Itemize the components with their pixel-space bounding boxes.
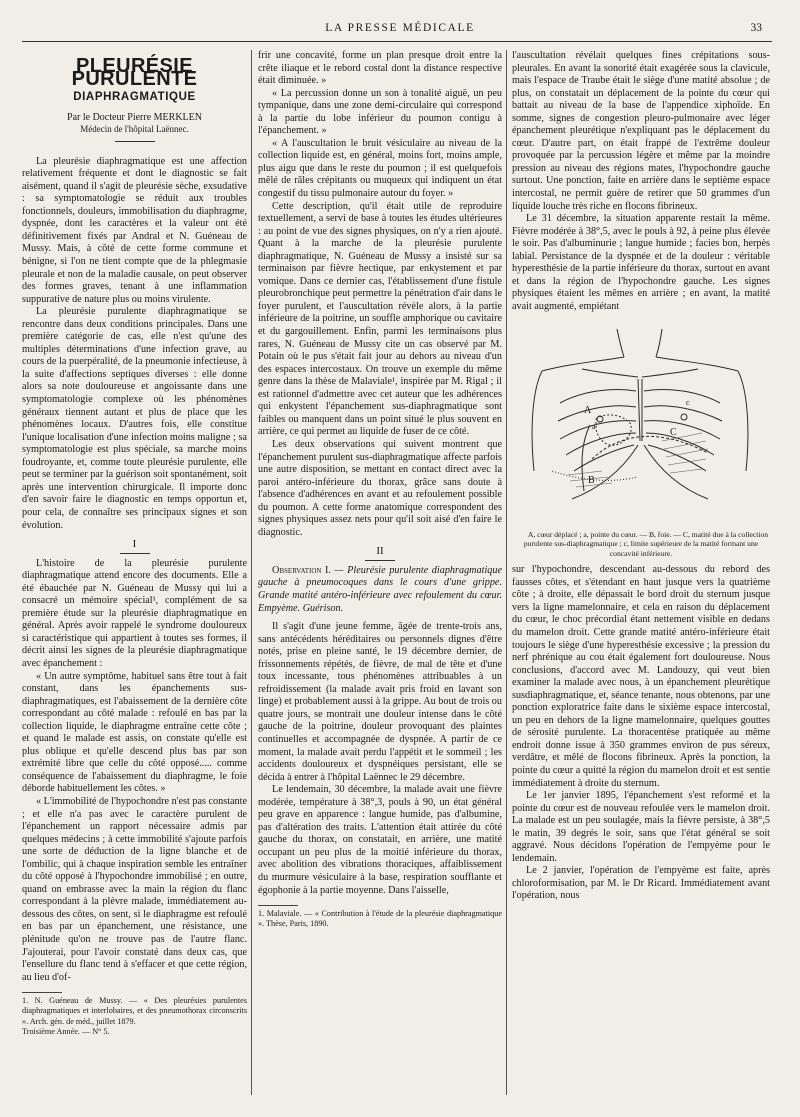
paragraph: Les deux observations qui suivent montrent que l'épanchement purulent sus-diaphragmatique affecte parfois une autre disposition, se mettant en contact direct avec la paroi antéro-inférieure du thorax, grâce sans doute à l'absence d'adhérences en avant et au refoulement possible du poumon. A cette forme anatomique correspondent des signes physiques assez nets pour qu'il soit aisé d'en faire le diagnostic. xyxy=(258,438,502,538)
quote-paragraph: « La percussion donne un son à tonalité aiguë, un peu tympanique, dans une zone demi-circulaire qui correspond à la partie du lobe inférieur du poumon contigu à l'épanchement. » xyxy=(258,87,502,137)
page-number: 33 xyxy=(750,22,762,34)
paragraph: Le 1er janvier 1895, l'épanchement s'est reformé et la pointe du cœur est de nouveau refoulée vers le mamelon droit. La malade est un peu soulagée, mais la fièvre persiste, à 38°,5 le matin, 39 degrés le soir, sans que l'état général se soit aggravé. Nous décidons l'opération de l'empyème pour le lendemain. xyxy=(512,790,770,864)
affiliation: Médecin de l'hôpital Laënnec. xyxy=(80,123,189,134)
quote-paragraph: « A l'auscultation le bruit vésiculaire au niveau de la collection liquide est, en général, moins fort, moins ample, plus aigu que dans le reste du poumon ; il est quelquefois mêlé de râles crépitants ou muqueux qui indiquent un état congestif du tissu pulmonaire autour du foyer. » xyxy=(258,137,502,200)
observation-heading xyxy=(258,565,502,615)
fig-label-B: B xyxy=(588,475,595,487)
figure-caption: A, cœur déplacé ; a, pointe du cœur. — B, foie. — C, matité due à la collection purulente sus-diaphragmatique ; c, limite supérieure de la matité formant une concavité inférieure. xyxy=(523,530,769,558)
footnote: 1. N. Guéneau de Mussy. — « Des pleurésies purulentes diaphragmatiques et interlobaires, et des pneumothorax circonscrits ». Arch. gén. de méd., juillet 1879. xyxy=(22,996,247,1026)
byline: Par le Docteur Pierre MERKLEN xyxy=(67,111,202,123)
section-number: I xyxy=(132,538,137,551)
column-3 xyxy=(512,50,770,903)
article-subtitle: DIAPHRAGMATIQUE xyxy=(73,91,196,104)
observation-title: — Pleurésie purulente diaphragmatique gauche à pneumocoques dans le cours d'une grippe. Grande matité antéro-inférieure avec refoulement du cœur. Empyème. Guérison. xyxy=(258,564,502,614)
header-rule xyxy=(22,41,772,42)
title-rule xyxy=(115,141,155,142)
fig-label-A: A xyxy=(584,405,592,417)
paragraph: La pleurésie purulente diaphragmatique se rencontre dans deux conditions principales. Dans une première catégorie de cas, elle n'est qu'une des multiples déterminations d'une infection grave, au cours de la puerpéralité, de la pneumonie infectieuse, à la suite d'affections septiques diverses : elle donne alors sa note douloureuse et angoissante dans une symptomatologie complexe où les phénomènes généraux tiennent autant et plus de place que les phénomènes locaux. D'autres fois, elle constitue l'unique localisation d'une infection moins maligne ; sa symptomatologie est plus spéciale, sa marche moins foudroyante, et, comme toute pleurésie purulente, elle peut se terminer par la guérison soit spontanément, soit après une intervention chirurgicale. Il importe donc d'en savoir faire le diagnostic en temps opportun et, pour cela, de connaître ses principaux signes et son évolution. xyxy=(22,306,247,531)
paragraph: sur l'hypochondre, descendant au-dessous du rebord des fausses côtes, et s'étendant en haut jusque vers la quatrième côte ; à droite, elle dépassait le bord droit du sternum jusque vers la ligne mamelonnaire, et cela en raison du déplacement du cœur, le choc précordial étant nettement visible en dedans du mamelon droit. Cette grande matité antéro-inférieure était toujours le siège d'une hyperesthésie excessive ; la pression du nerf phrénique au cou était également fort douloureuse. Nous conclusions, d'accord avec M. Landouzy, qui veut bien examiner la malade avec nous, à un épanchement pleurétique susdiaphragmatique, et, séance tenante, nous obtenons, par une ponction exploratrice faite dans le sixième espace intercostal, un peu en dehors de la ligne mamelonnaire, quelques gouttes de sérosité purulente. La thoracentèse pratiquée au même endroit donne issue à 350 grammes environ de pus séreux, verdâtre, et mêlé de flocons fibrineux. Après la ponction, la pointe du cœur a quitté la région du mamelon droit et est sentie immédiatement à droite du sternum. xyxy=(512,564,770,789)
section-number: II xyxy=(376,545,384,558)
paragraph: Il s'agit d'une jeune femme, âgée de trente-trois ans, sans antécédents héréditaires ou personnels dignes d'être notés, prise en pleine santé, le 19 décembre dernier, de frissonnements répétés, de fièvre, de mal de tête et d'une toux incessante, tous phénomènes attribuables à un refroidissement (la malade avait pris froid en lavant son linge) et probablement aussi à la grippe. Au bout de trois ou quatre jours, se montrait une douleur intense dans le côté gauche de la poitrine, douleur provoquant des plaintes continuelles et accompagnée de dyspnée. A partir de ce moment, la malade avait perdu l'appétit et le sommeil ; les accidents douloureux et dyspnéiques persistant, elle se décida à entrer à l'hôpital Laënnec le 29 décembre. xyxy=(258,621,502,783)
article-title: PLEURÉSIE PURULENTE xyxy=(71,55,198,90)
issue-label: Troisième Année. — N° 5. xyxy=(22,1026,110,1036)
paragraph: Cette description, qu'il était utile de reproduire textuellement, a servi de base à toutes les études ultérieures : au point de vue des signes physiques, on n'y a rien ajouté. Quant à la marche de la pleurésie purulente diaphragmatique, N. Guéneau de Mussy a insisté sur sa terminaison par fièvre hectique, par enkystement et par vomique. Dans ce dernier cas, l'établissement d'une fistule pleurobronchique peut permettre la pénétration d'air dans le foyer purulent, et l'auscultation révèle alors, à la partie inférieure de la poitrine, un souffle amphorique ou cavitaire et du gargouillement. Enfin, parmi les terminaisons plus rares, N. Guéneau de Mussy cite un cas observé par M. Potain où le pus s'était fait jour au dehors au niveau d'un des espaces intercostaux. On trouve un exemple du même genre dans la thèse de Malaviale¹, inspirée par M. Rigal ; il est rationnel d'admettre avec cet auteur que les adhérences qui enkystent l'épanchement sus-diaphragmatique sont faibles ou manquent dans un point situé le plus souvent en arrière, ce qui permet au liquide de fuser de ce côté. xyxy=(258,200,502,438)
column-2 xyxy=(258,50,502,930)
paragraph: l'auscultation révélait quelques fines crépitations sous-pleurales. En avant la sonorité était exagérée sous la clavicule, mais l'espace de Traube était le siège d'une matité absolue ; de plus, on constatait un déplacement de la pointe du cœur qui battait au niveau de la base de l'appendice xiphoïde. En somme, signes de congestion pleuro-pulmonaire avec léger épanchement pleurétique n'expliquant pas le déplacement du cœur. D'autre part, on était frappé de l'extrême douleur provoquée par la percussion légère et même par la moindre pression au niveau des régions mates, l'hypochondre gauche surtout. Une ponction, faite en arrière dans le septième espace intercostal, ne permit guère de retirer que 50 grammes d'un liquide louche très riche en flocons fibrineux. xyxy=(512,50,770,212)
column-1 xyxy=(22,50,247,1037)
paragraph: L'histoire de la pleurésie purulente diaphragmatique attend encore des documents. Elle a été ébauchée par N. Guéneau de Mussy qui lui a consacré un mémoire spécial¹, complément de sa première étude sur la pleurésie diaphragmatique en général. Après avoir rappelé le syndrome douloureux si caractéristique qui appartient à toutes ses formes, il décrit ainsi les signes de la pleurésie diaphragmatique avec épanchement : xyxy=(22,557,247,669)
journal-title: LA PRESSE MÉDICALE xyxy=(325,22,475,34)
paragraph: Le lendemain, 30 décembre, la malade avait une fièvre modérée, température à 38°,3, pouls à 90, un état général peu grave en apparence : langue humide, pas d'albumine, pas d'altération des traits. L'attention était attirée du côté gauche du thorax, on constatait, en arrière, une matité occupant un peu plus de la moitié inférieure du thorax, avec abolition des vibrations thoraciques, affaiblissement du murmure vésiculaire à la base, respiration soufflante et égophonie à la partie moyenne. Dans l'aisselle, xyxy=(258,784,502,896)
quote-paragraph: « L'immobilité de l'hypochondre n'est pas constante ; et elle n'a pas avec le caractère purulent de l'épanchement un rapport nécessaire admis par quelques médecins ; à cette immobilité s'ajoute parfois une sorte de déduction de la ligne blanche et de l'ombilic, qui à chaque inspiration semble les entraîner du côté opposé à l'hypochondre immobilisé ; en outre, quand on embrasse avec la main la région du flanc correspondant à la plèvre malade, immédiatement au-dessous des côtes, on sent, si le diaphragme est refoulé en bas par un épanchement, une résistance, une plénitude qu'on ne trouve pas de l'autre flanc. J'ajouterai, pour l'avoir constaté dans deux cas, que l'ensellure du flanc tend à s'effacer et que cette région, au lieu d'of- xyxy=(22,795,247,983)
page-header xyxy=(0,22,800,40)
paragraph: frir une concavité, forme un plan presque droit entre la crête iliaque et le rebord costal dont la distance respective était diminuée. » xyxy=(258,50,502,87)
paragraph: La pleurésie diaphragmatique est une affection relativement fréquente et dont le diagnostic se fait aisément, quand il s'agit de pleurésie sèche, exsudative : sa symptomatologie se réduit aux troubles fonctionnels, douleurs, immobilisation du diaphragme, dyspnée, dont les caractères et la valeur ont été définitivement fixés par Andral et N. Guéneau de Mussy. Mais, à côté de cette forme commune et bénigne, si l'on ne tient compte que de la phlegmasie pleurale et non de la maladie causale, on peut observer des formes graves, tenant à une inflammation suppurative de nature plus ou moins virulente. xyxy=(22,155,247,305)
thorax-figure xyxy=(512,321,770,526)
footnote: 1. Malaviale. — « Contribution à l'étude de la pleurésie diaphragmatique ». Thèse, Paris, 1890. xyxy=(258,909,502,929)
fig-label-c: c xyxy=(686,398,690,408)
footnote-rule xyxy=(258,905,298,906)
section-rule xyxy=(365,560,395,561)
paragraph: Le 31 décembre, la situation apparente restait la même. Fièvre modérée à 38°,5, avec le pouls à 92, à peine plus élevée le soir. Pas d'albuminurie ; langue humide ; facies bon, herpès labial. Persistance de la dyspnée et de la douleur : véritable hyperesthésie de la partie inférieure du thorax, surtout en avant et dans la région de l'hypochondre gauche. Les signes physiques étaient les mêmes en arrière ; en avant, la matité avait augmenté, empiétant xyxy=(512,213,770,312)
thorax-illustration xyxy=(512,321,770,521)
paragraph: Le 2 janvier, l'opération de l'empyème est faite, après chloroformisation, par M. le Dr Ricard. Immédiatement avant l'opération, nous xyxy=(512,865,770,902)
fig-label-a: a xyxy=(592,422,596,432)
observation-label: Observation I. xyxy=(272,564,331,576)
column-divider xyxy=(251,50,252,1095)
quote-paragraph: « Un autre symptôme, habituel sans être tout à fait constant, dans les épanchements sus-diaphragmatiques, est l'abaissement de la dernière côte correspondant au côté malade : refoulé en bas par la collection liquide, le diaphragme entraîne cette côte ; et quand le malade est assis, on constate qu'elle est plus oblique et qu'elle descend plus bas par son extrémité libre que celle du côté opposé..... comme conséquence de l'abaissement du diaphragme, le foie déborde habituellement les côtes. » xyxy=(22,670,247,795)
fig-label-C: C xyxy=(670,427,677,439)
column-divider xyxy=(506,50,507,1095)
footnote-rule xyxy=(22,992,62,993)
section-rule xyxy=(120,553,150,554)
